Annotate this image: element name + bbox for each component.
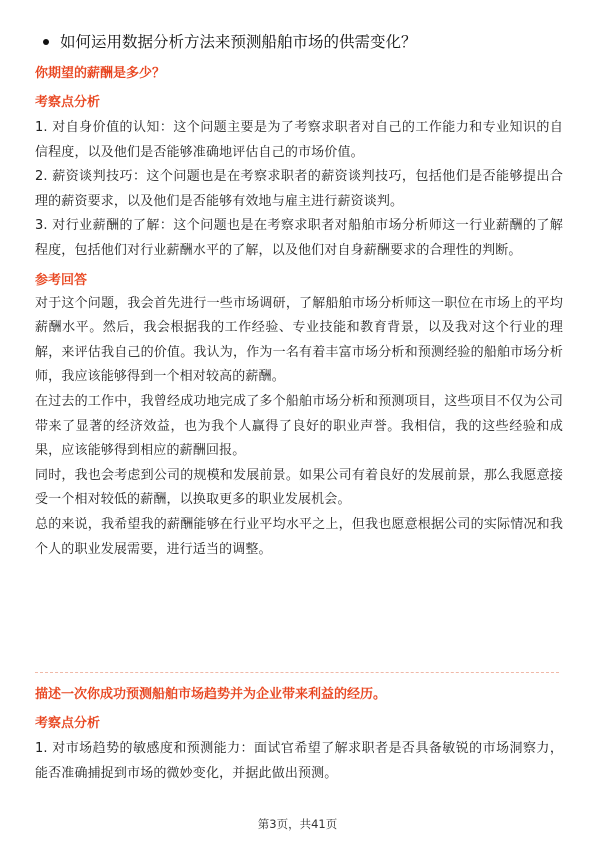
answer-paragraph: 总的来说，我希望我的薪酬能够在行业平均水平之上，但我也愿意根据公司的实际情况和我个人的职业发展需要，进行适当的调整。	[35, 516, 563, 557]
question-title: 描述一次你成功预测船舶市场趋势并为企业带来利益的经历。	[35, 687, 387, 702]
analysis-point: 1. 对自身价值的认知：这个问题主要是为了考察求职者对自己的工作能力和专业知识的自信程度，以及他们是否能够准确地评估自己的市场价值。	[35, 120, 563, 160]
analysis-point: 3. 对行业薪酬的了解：这个问题也是在考察求职者对船舶市场分析师这一行业薪酬的了解程度，包括他们对行业薪酬水平的了解，以及他们对自身薪酬要求的合理性的判断。	[35, 218, 563, 258]
analysis-point: 2. 薪资谈判技巧：这个问题也是在考察求职者的薪资谈判技巧，包括他们是否能够提出合理的薪资要求，以及他们是否能够有效地与雇主进行薪资谈判。	[35, 169, 563, 209]
bullet-question	[43, 31, 563, 53]
section-forecast-question	[35, 685, 563, 786]
bullet-question-text: 如何运用数据分析方法来预测船舶市场的供需变化？	[60, 33, 417, 51]
analysis-heading: 考察点分析	[35, 95, 101, 110]
answer-paragraph: 同时，我也会考虑到公司的规模和发展前景。如果公司有着良好的发展前景，那么我愿意接受一个相对较低的薪酬，以换取更多的职业发展机会。	[35, 467, 563, 508]
analysis-list	[35, 116, 563, 264]
page-footer	[0, 816, 595, 832]
answer-paragraph: 在过去的工作中，我曾经成功地完成了多个船舶市场分析和预测项目，这些项目不仅为公司带来了显著的经济效益，也为我个人赢得了良好的职业声誉。我相信，我的这些经验和成果，应该能够得到相应的薪酬回报。	[35, 393, 563, 459]
page-indicator: 第3页，共41页	[257, 817, 338, 831]
analysis-point: 1. 对市场趋势的敏感度和预测能力：面试官希望了解求职者是否具备敏锐的市场洞察力，能否准确捕捉到市场的微妙变化，并据此做出预测。	[35, 741, 563, 781]
section-salary-question	[35, 64, 563, 562]
answer-paragraph: 对于这个问题，我会首先进行一些市场调研，了解船舶市场分析师这一职位在市场上的平均薪酬水平。然后，我会根据我的工作经验、专业技能和教育背景，以及我对这个行业的理解，来评估我自己的价值。我认为，作为一名有着丰富市场分析和预测经验的船舶市场分析师，我应该能够得到一个相对较高的薪酬。	[35, 295, 563, 385]
answer-body	[35, 292, 563, 563]
analysis-heading: 考察点分析	[35, 716, 101, 731]
analysis-list	[35, 737, 563, 786]
bullet-dot-icon	[43, 39, 49, 45]
section-divider	[35, 672, 559, 673]
question-title: 你期望的薪酬是多少？	[35, 66, 166, 81]
answer-heading: 参考回答	[35, 272, 88, 288]
